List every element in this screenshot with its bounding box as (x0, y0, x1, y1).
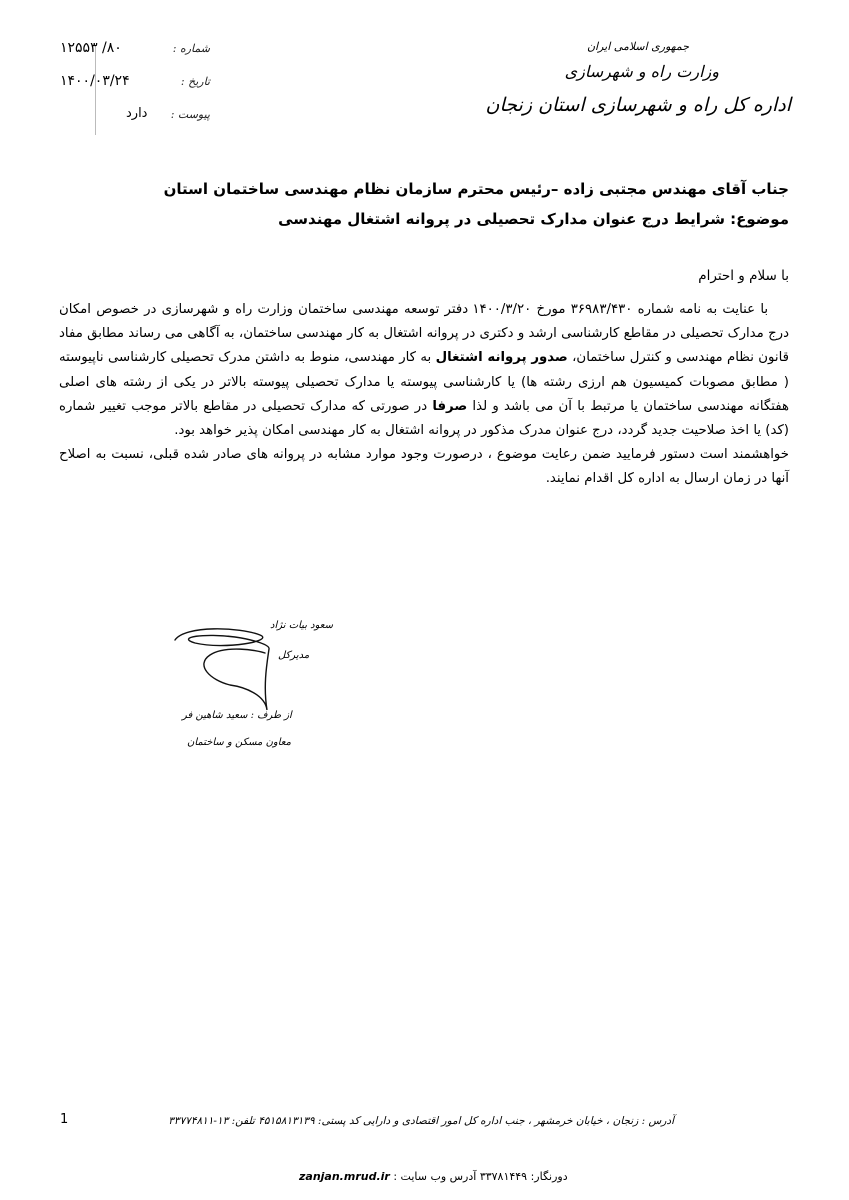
para1-bold-2: صرفا (432, 398, 468, 414)
para1-part-b: به کار مهندسی، منوط به داشتن مدرک تحصیلی کارشناسی ناپیوسته ( مطابق مصوبات کمیسیون هم ارزی رشته ها) یا کارشناسی پیوسته یا مدارک تحصیلی پیوسته بالاتر در یکی از رشته های اصلی هفتگانه مهندسی ساختمان یا مرتبط با آن می باشد و لذا (59, 350, 790, 414)
letter-body (59, 298, 789, 492)
meta-attachment-row (60, 108, 210, 128)
signer-name: سعود بیات نژاد (270, 620, 333, 631)
number-value: ۸۰/ ۱۲۵۵۳ (60, 40, 122, 56)
number-label: شماره : (172, 42, 210, 55)
office-name: اداره کل راه و شهرسازی استان زنجان (485, 94, 791, 116)
attachment-value: دارد (126, 106, 148, 121)
paragraph-1 (59, 298, 789, 443)
fax-and-web-label: دورنگار: ۳۳۷۸۱۴۴۹ آدرس وب سایت : (393, 1170, 568, 1183)
paragraph-2: خواهشمند است دستور فرمایید ضمن رعایت موضوع ، درصورت وجود موارد مشابه در پروانه های صادر شده قبلی، نسبت به اصلاح آنها در زمان ارسال به اداره کل اقدام نمایند. (59, 447, 789, 487)
greeting: با سلام و احترام (698, 268, 789, 284)
website-url[interactable]: zanjan.mrud.ir (299, 1170, 390, 1183)
country-name: جمهوری اسلامی ایران (586, 40, 689, 53)
para1-bold-1: صدور پروانه اشتغال (435, 350, 568, 366)
on-behalf-of: از طرف : سعید شاهین فر (182, 710, 292, 721)
footer-website (299, 1170, 568, 1183)
page-number: 1 (60, 1112, 69, 1127)
meta-date-row (60, 75, 210, 95)
date-label: تاریخ : (180, 75, 210, 88)
para1-part-c: در صورتی که مدارک تحصیلی در مقاطع بالاتر موجب تغییر شماره (کد) یا اخذ صلاحیت جدید گردد، درج عنوان مدرک مذکور در پروانه اشتغال به کار مهندسی امکان پذیر خواهد بود. (59, 398, 789, 439)
addressee: جناب آقای مهندس مجتبی زاده –رئیس محترم سازمان نظام مهندسی ساختمان استان (163, 180, 789, 198)
signer-department: معاون مسکن و ساختمان (187, 737, 291, 748)
meta-number-row (60, 42, 210, 62)
date-value: ۱۴۰۰/۰۳/۲۴ (60, 73, 130, 89)
signer-title: مدیرکل (278, 650, 310, 661)
attachment-label: پیوست : (170, 108, 210, 121)
footer-address: آدرس : زنجان ، خیابان خرمشهر ، جنب اداره کل امور اقتصادی و دارایی کد پستی: ۴۵۱۵۸۱۳۱۳۹ تلفن: ۱۳-۳۳۷۷۴۸۱۱ (168, 1115, 674, 1127)
ministry-name: وزارت راه و شهرسازی (564, 62, 719, 81)
para1-part-a: با عنایت به نامه شماره ۳۶۹۸۳/۴۳۰ مورخ ۱۴۰۰/۳/۲۰ دفتر توسعه مهندسی ساختمان وزارت راه و شهرسازی در خصوص امکان درج مدارک تحصیلی در مقاطع کارشناسی ارشد و دکتری در پروانه اشتغال به کار مهندسی ساختمان، به آگاهی می رساند مطابق مفاد قانون نظام مهندسی و کنترل ساختمان، (59, 302, 790, 366)
signature-scribble (165, 615, 275, 725)
subject: موضوع: شرایط درج عنوان مدارک تحصیلی در پروانه اشتغال مهندسی (278, 210, 789, 228)
